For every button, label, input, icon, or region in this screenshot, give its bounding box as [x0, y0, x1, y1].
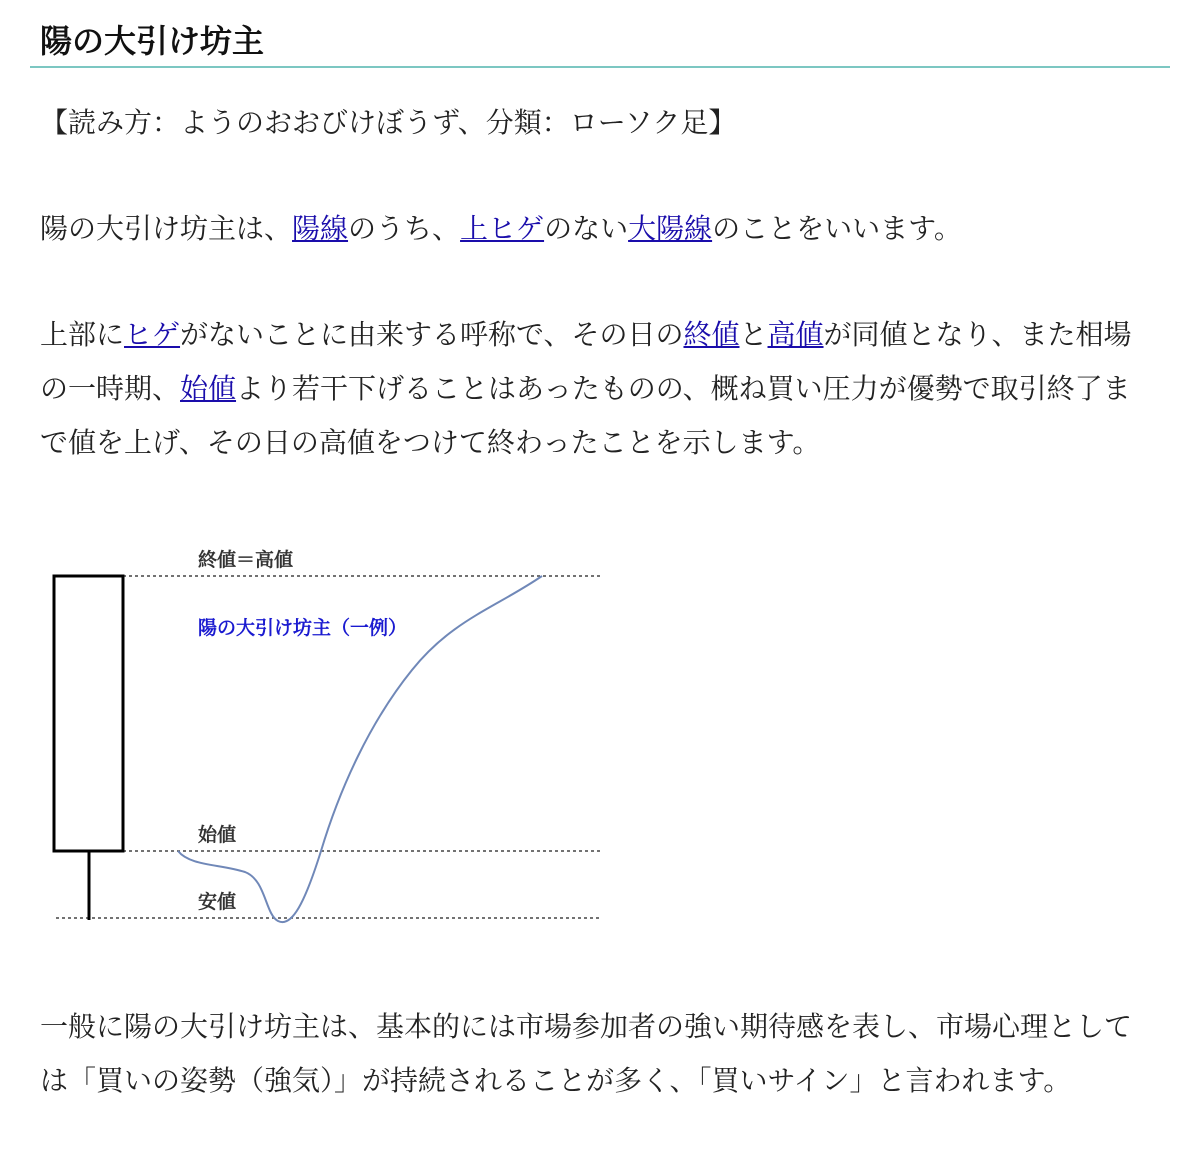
definition-text-2: のうち、 [348, 212, 461, 245]
link-high[interactable]: 高値 [767, 318, 824, 351]
definition-text-4: のことをいいます。 [712, 212, 962, 245]
origin-text-1: 上部に [40, 318, 125, 351]
origin-text-5: より若干下げることはあったものの、概ね買い圧力が優勢で取引終了まで値を上げ、その日の高値をつけて終わったことを示します。 [40, 372, 1131, 459]
link-large-yosen[interactable]: 大陽線 [628, 212, 713, 245]
candlestick-diagram [40, 530, 620, 950]
origin-text-2: がないことに由来する呼称で、その日の [180, 318, 684, 351]
origin-paragraph [40, 308, 1150, 470]
origin-text-3: と [739, 318, 768, 351]
general-paragraph: 一般に陽の大引け坊主は、基本的には市場参加者の強い期待感を表し、市場心理としては「買いの姿勢（強気）」が持続されることが多く、「買いサイン」と言われます。 [40, 1010, 1133, 1097]
link-close[interactable]: 終値 [683, 318, 740, 351]
link-shadow[interactable]: ヒゲ [124, 318, 181, 351]
page-title: 陽の大引け坊主 [40, 22, 265, 60]
open-label: 始値 [198, 824, 237, 846]
candlestick-figure [40, 530, 620, 950]
link-yosen[interactable]: 陽線 [292, 212, 349, 245]
figure-caption: 陽の大引け坊主（一例） [198, 617, 408, 639]
reading-line: 【読み方：ようのおおびけぼうず、分類：ローソク足】 [40, 106, 737, 139]
title-divider [30, 66, 1170, 68]
definition-text-3: のない [544, 212, 629, 245]
link-upper-shadow[interactable]: 上ヒゲ [460, 212, 545, 245]
link-open[interactable]: 始値 [180, 372, 237, 405]
close-high-label: 終値＝高値 [198, 549, 294, 571]
origin-text-4: が同値となり、また相場の一時期、 [40, 318, 1132, 405]
definition-text-1: 陽の大引け坊主は、 [40, 212, 293, 245]
low-label: 安値 [198, 891, 237, 913]
candle-body [54, 576, 123, 851]
definition-paragraph [40, 202, 1150, 256]
